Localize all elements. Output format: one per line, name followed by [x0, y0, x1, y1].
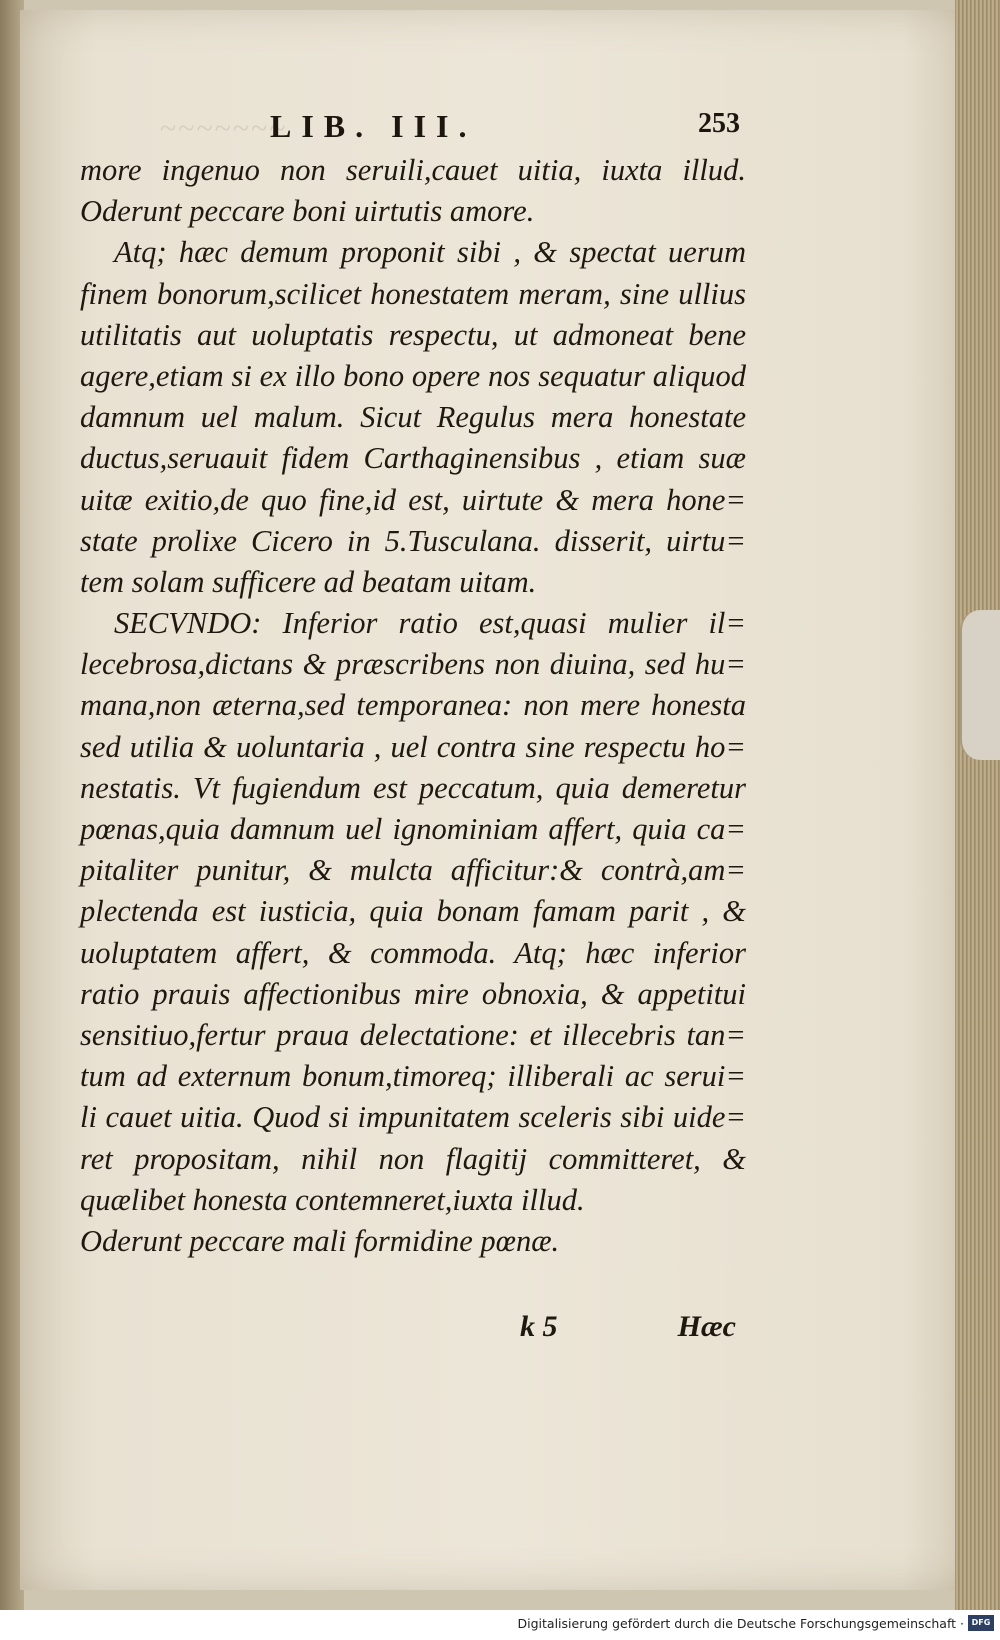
bleed-through-text: ~~~~~~~ [160, 112, 288, 145]
text-line: more ingenuo non seruili,cauet uitia, iuxta illud. [80, 153, 746, 187]
catchword: Hæc [677, 1310, 736, 1343]
page-header [80, 108, 740, 148]
fore-edge [955, 0, 1000, 1610]
text-body [80, 150, 746, 1262]
funding-credit: Digitalisierung gefördert durch die Deutsche Forschungsgemeinschaft · [517, 1616, 964, 1631]
page-tab [960, 610, 1000, 760]
text-line: ret propositam, nihil non flagitij committeret, & [80, 1141, 746, 1176]
text-line: Oderunt peccare mali formidine pœnæ. [80, 1223, 560, 1258]
text-line: agere,etiam si ex illo bono opere nos sequatur aliquod [80, 358, 746, 393]
dfg-logo-icon: DFG [968, 1615, 994, 1631]
text-line: pitaliter punitur, & mulcta afficitur:& contrà,am= [80, 853, 746, 888]
text-line: quælibet honesta contemneret,iuxta illud. [80, 1182, 585, 1217]
text-line: uitæ exitio,de quo fine,id est, uirtute & mera hone= [80, 482, 746, 517]
text-line: sed utilia & uoluntaria , uel contra sine respectu ho= [80, 729, 746, 764]
footer [0, 1610, 1000, 1640]
text-line: tem solam sufficere ad beatam uitam. [80, 564, 537, 599]
text-line: sensitiuo,fertur praua delectatione: et illecebris tan= [80, 1017, 746, 1052]
text-line: pœnas,quia damnum uel ignominiam affert, quia ca= [80, 812, 746, 846]
text-line: utilitatis aut uoluptatis respectu, ut admoneat bene [80, 317, 746, 352]
text-line: li cauet uitia. Quod si impunitatem sceleris sibi uide= [80, 1100, 746, 1135]
signature-mark: k 5 [520, 1310, 558, 1343]
running-head: LIB. III. [270, 108, 477, 144]
text-line: Atq; hæc demum proponit sibi , & spectat uerum [114, 235, 746, 270]
text-line: plectenda est iusticia, quia bonam famam parit , & [80, 894, 746, 929]
text-line: Oderunt peccare boni uirtutis amore. [80, 194, 535, 229]
text-line: ratio prauis affectionibus mire obnoxia, & appetitui [80, 976, 746, 1011]
text-line: damnum uel malum. Sicut Regulus mera honestate [80, 400, 746, 435]
text-line: mana,non æterna,sed temporanea: non mere honesta [80, 688, 746, 723]
text-line: SECVNDO: Inferior ratio est,quasi mulier il= [114, 606, 746, 641]
text-line: uoluptatem affert, & commoda. Atq; hæc inferior [80, 935, 746, 970]
text-line: finem bonorum,scilicet honestatem meram, sine ullius [80, 276, 746, 311]
text-line: state prolixe Cicero in 5.Tusculana. disserit, uirtu= [80, 523, 746, 558]
text-line: lecebrosa,dictans & præscribens non diuina, sed hu= [80, 647, 746, 682]
text-line: nestatis. Vt fugiendum est peccatum, quia demeretur [80, 770, 746, 805]
page-number: 253 [698, 108, 740, 139]
text-line: tum ad externum bonum,timoreq; illiberali ac serui= [80, 1059, 746, 1094]
text-line: ductus,seruauit fidem Carthaginensibus , etiam suæ [80, 441, 746, 476]
catchwords [80, 1310, 746, 1350]
